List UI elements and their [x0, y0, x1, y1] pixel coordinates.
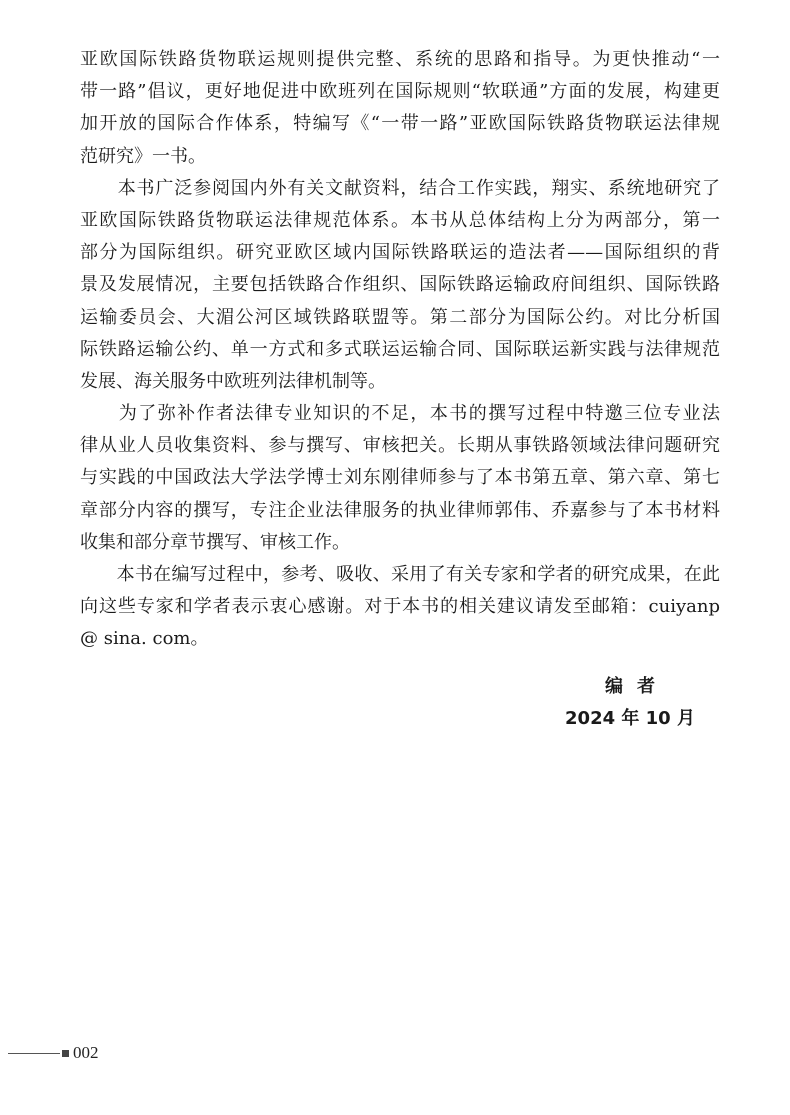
page-number: 002: [73, 1043, 99, 1062]
text-line: 与实践的中国政法大学法学博士刘东刚律师参与了本书第五章、第六章、第七: [80, 467, 720, 489]
text-line: 范研究》一书。: [80, 145, 206, 167]
text-line: 为了弥补作者法律专业知识的不足，本书的撰写过程中特邀三位专业法: [80, 403, 720, 425]
footer-rule: [8, 1053, 60, 1054]
signature-date: 2024 年 10 月: [565, 708, 695, 729]
paragraph-3: [80, 398, 720, 559]
paragraph-2: [80, 173, 720, 398]
text-line: 加开放的国际合作体系，特编写《“一带一路”亚欧国际铁路货物联运法律规: [80, 113, 720, 135]
text-line: 亚欧国际铁路货物联运法律规范体系。本书从总体结构上分为两部分，第一: [80, 209, 720, 231]
text-line: 际铁路运输公约、单一方式和多式联运运输合同、国际联运新实践与法律规范: [80, 338, 720, 360]
signature-block: [560, 670, 700, 734]
text-line: 景及发展情况，主要包括铁路合作组织、国际铁路运输政府间组织、国际铁路: [80, 274, 720, 296]
page-footer: [0, 1042, 200, 1062]
text-line: 亚欧国际铁路货物联运规则提供完整、系统的思路和指导。为更快推动“一: [80, 49, 720, 70]
signature-author: 编者: [605, 676, 669, 697]
preface-body: [80, 44, 720, 656]
text-line: 带一路”倡议，更好地促进中欧班列在国际规则“软联通”方面的发展，构建更: [80, 81, 720, 103]
text-line: 部分为国际组织。研究亚欧区域内国际铁路联运的造法者——国际组织的背: [80, 242, 720, 264]
text-line: 章部分内容的撰写，专注企业法律服务的执业律师郭伟、乔嘉参与了本书材料: [80, 499, 720, 521]
text-line: @ sina. com。: [80, 628, 209, 650]
paragraph-4: [80, 559, 720, 656]
footer-square-icon: [62, 1050, 69, 1057]
text-line: 收集和部分章节撰写、审核工作。: [80, 531, 350, 553]
text-line: 律从业人员收集资料、参与撰写、审核把关。长期从事铁路领域法律问题研究: [80, 435, 720, 457]
text-line: 本书广泛参阅国内外有关文献资料，结合工作实践，翔实、系统地研究了: [80, 177, 720, 199]
text-line: 发展、海关服务中欧班列法律机制等。: [80, 370, 386, 392]
text-line: 运输委员会、大湄公河区域铁路联盟等。第二部分为国际公约。对比分析国: [80, 306, 720, 328]
paragraph-1: [80, 44, 720, 173]
text-line: 向这些专家和学者表示衷心感谢。对于本书的相关建议请发至邮箱：cuiyanp: [80, 596, 720, 618]
text-line: 本书在编写过程中，参考、吸收、采用了有关专家和学者的研究成果，在此: [80, 564, 720, 585]
